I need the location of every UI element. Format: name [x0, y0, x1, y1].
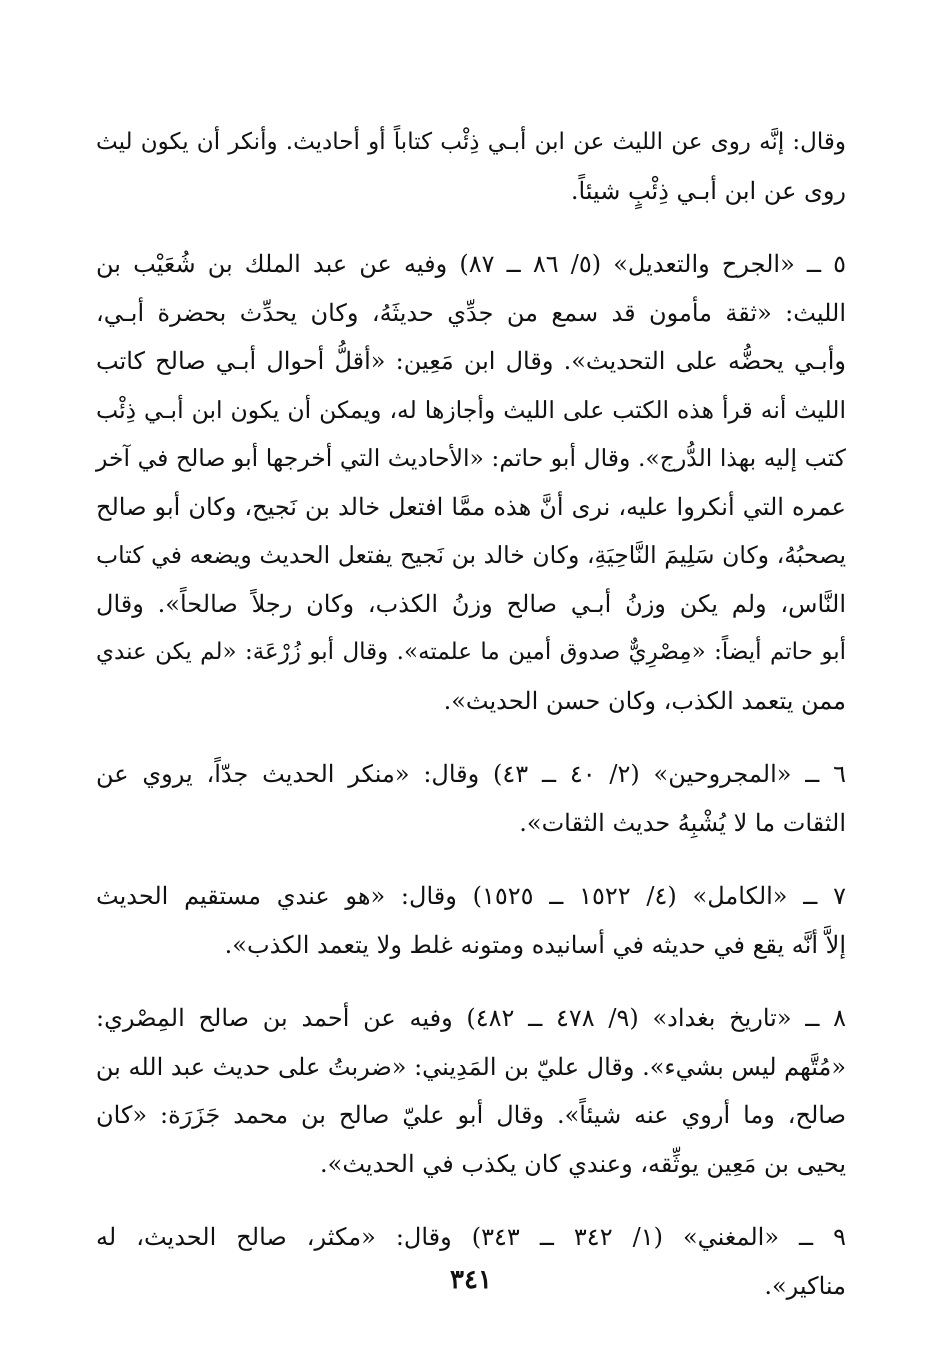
text-line: النَّاس، ولم يكن وزنُ أبـي صالح وزنُ الكذب، وكان رجلاً صالحاً». وقال — [96, 589, 846, 618]
paragraph-item-8 — [96, 994, 846, 1188]
text-line: الثقات ما لا يُشْبِهُ حديث الثقات». — [519, 808, 846, 837]
text-line: روى عن ابن أبـي ذِئْبٍ شيئاً. — [570, 176, 846, 205]
paragraph-item-5 — [96, 240, 846, 725]
text-line: ممن يتعمد الكذب، وكان حسن الحديث». — [443, 686, 846, 715]
text-line: كتب إليه بهذا الدُّرج». وقال أبو حاتم: «الأحاديث التي أخرجها أبو صالح في آخر — [96, 444, 846, 472]
paragraph-item-9 — [96, 1213, 846, 1310]
page-number: ٣٤١ — [450, 1265, 492, 1295]
paragraph-intro — [96, 118, 846, 215]
text-line: الليث أنه قرأ هذه الكتب على الليث وأجازها له، ويمكن أن يكون ابن أبـي ذِئْب — [96, 395, 846, 424]
text-line: الليث: «ثقة مأمون قد سمع من جدِّي حديثَهُ، وكان يحدِّث بحضرة أبـي، — [96, 298, 846, 327]
text-line: مناكير». — [764, 1271, 846, 1300]
text-line: وقال: إنَّه روى عن الليث عن ابن أبـي ذِئْب كتاباً أو أحاديث. وأنكر أن يكون ليث — [96, 129, 846, 155]
text-line: يحيى بن مَعِين يوثِّقه، وعندي كان يكذب في الحديث». — [320, 1149, 846, 1178]
text-line: عمره التي أنكروا عليه، نرى أنَّ هذه ممَّا افتعل خالد بن نَجيح، وكان أبو صالح — [96, 492, 846, 521]
paragraph-item-7 — [96, 872, 846, 969]
text-line: وأبـي يحضُّه على التحديث». وقال ابن مَعِين: «أقلُّ أحوال أبـي صالح كاتب — [96, 347, 846, 375]
text-line: ٦ ــ «المجروحين» (٢/ ٤٠ ــ ٤٣) وقال: «منكر الحديث جدّاً، يروي عن — [96, 760, 846, 788]
text-line: إلاَّ أنَّه يقع في حديثه في أسانيده ومتونه غلط ولا يتعمد الكذب». — [224, 930, 846, 959]
text-line: ٧ ــ «الكامل» (٤/ ١٥٢٢ ــ ١٥٢٥) وقال: «هو عندي مستقيم الحديث — [96, 882, 846, 910]
text-line: ٩ ــ «المغني» (١/ ٣٤٢ ــ ٣٤٣) وقال: «مكثر، صالح الحديث، له — [96, 1223, 846, 1251]
text-line: «مُتَّهم ليس بشيء». وقال عليّ بن المَدِيني: «ضربتُ على حديث عبد الله بن — [95, 1052, 846, 1081]
paragraph-item-6 — [96, 750, 846, 847]
text-line: صالح، وما أروي عنه شيئاً». وقال أبو عليّ صالح بن محمد جَزَرَة: «كان — [96, 1101, 846, 1129]
text-line: ٥ ــ «الجرح والتعديل» (٥/ ٨٦ ــ ٨٧) وفيه عن عبد الملك بن شُعَيْب بن — [96, 250, 847, 278]
text-line: أبو حاتم أيضاً: «مِصْرِيٌّ صدوق أمين ما علمته». وقال أبو زُرْعَة: «لم يكن عندي — [96, 639, 846, 665]
document-body — [96, 118, 846, 1335]
text-line: ٨ ــ «تاريخ بغداد» (٩/ ٤٧٨ ــ ٤٨٢) وفيه عن أحمد بن صالح المِصْري: — [96, 1004, 846, 1032]
text-line: يصحبُهُ، وكان سَلِيمَ النَّاحِيَةِ، وكان خالد بن نَجيح يفتعل الحديث ويضعه في كتاب — [96, 541, 846, 569]
